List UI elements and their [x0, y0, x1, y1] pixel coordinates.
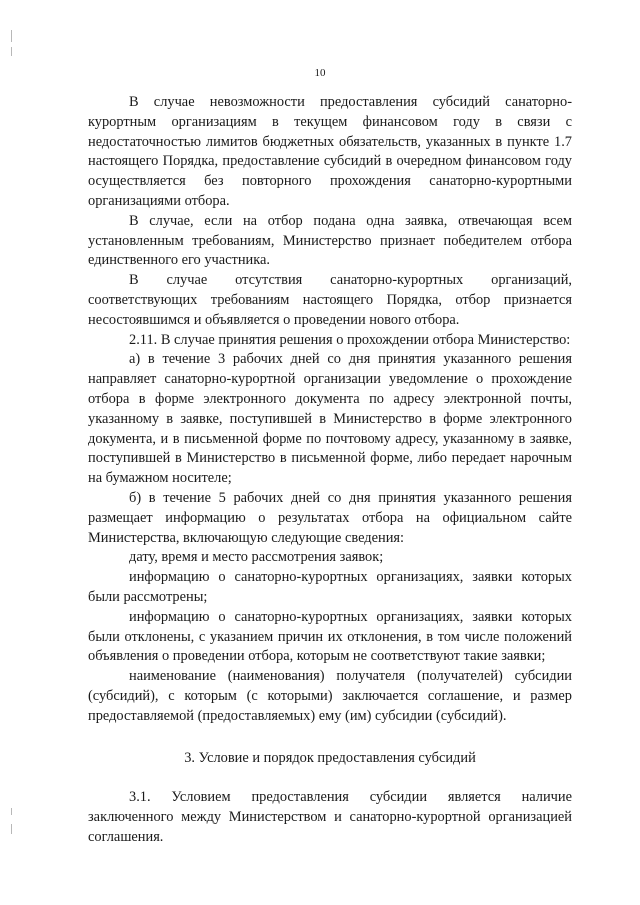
list-item-recipients: наименование (наименования) получателя (получателей) субсидии (субсидий), с которым (с которыми) заключается соглашение, и размер предоставляемой (предоставляемых) ему (им) субсидии (субсидий). — [88, 668, 572, 724]
scan-artifact — [11, 808, 12, 815]
paragraph-2-11-a: а) в течение 3 рабочих дней со дня принятия указанного решения направляет санаторно-курортной организации уведомление о прохождение отбора в форме электронного документа по адресу электронной почты, указанному в заявке, поступившей в Министерство в форме электронного документа, и в письменной форме по почтовому адресу, указанному в заявке, поступившей в Министерство в письменной форме, либо передает нарочным на бумажном носителе; — [88, 351, 572, 487]
document-body — [88, 93, 572, 848]
paragraph-2-11: 2.11. В случае принятия решения о прохождении отбора Министерство: — [129, 331, 571, 348]
scan-artifact — [11, 47, 12, 56]
paragraph-single-application: В случае, если на отбор подана одна заявка, отвечающая всем установленным требованиям, Министерство признает победителем отбора единственного его участника. — [88, 212, 572, 269]
page-number: 10 — [314, 67, 326, 79]
scan-artifact — [11, 30, 12, 42]
paragraph-3-1: 3.1. Условием предоставления субсидии является наличие заключенного между Министерством и санаторно-курортной организацией соглашения. — [88, 789, 572, 845]
paragraph-subsidy-impossibility: В случае невозможности предоставления субсидий санаторно-курортным организациям в текущем финансовом году в связи с недостаточностью лимитов бюджетных обязательств, указанных в пункте 1.7 настоящего Порядка, предоставление субсидий в очередном финансовом году осуществляется без повторного прохождения санаторно-курортными организациями отбора. — [88, 94, 572, 209]
scan-artifact — [11, 824, 12, 834]
list-item-date-time-place: дату, время и место рассмотрения заявок; — [129, 549, 384, 566]
list-item-reviewed-applications: информацию о санаторно-курортных организациях, заявки которых были рассмотрены; — [88, 569, 572, 605]
list-item-rejected-applications: информацию о санаторно-курортных организациях, заявки которых были отклонены, с указанием причин их отклонения, в том числе положений объявления о проведении отбора, которым не соответствуют такие заявки; — [88, 608, 572, 665]
paragraph-no-organizations: В случае отсутствия санаторно-курортных организаций, соответствующих требованиям настоящего Порядка, отбор признается несостоявшимся и объявляется о проведении нового отбора. — [88, 272, 572, 328]
section-heading: 3. Условие и порядок предоставления субсидий — [184, 749, 476, 766]
paragraph-2-11-b: б) в течение 5 рабочих дней со дня принятия указанного решения размещает информацию о результатах отбора на официальном сайте Министерства, включающую следующие сведения: — [88, 489, 572, 546]
